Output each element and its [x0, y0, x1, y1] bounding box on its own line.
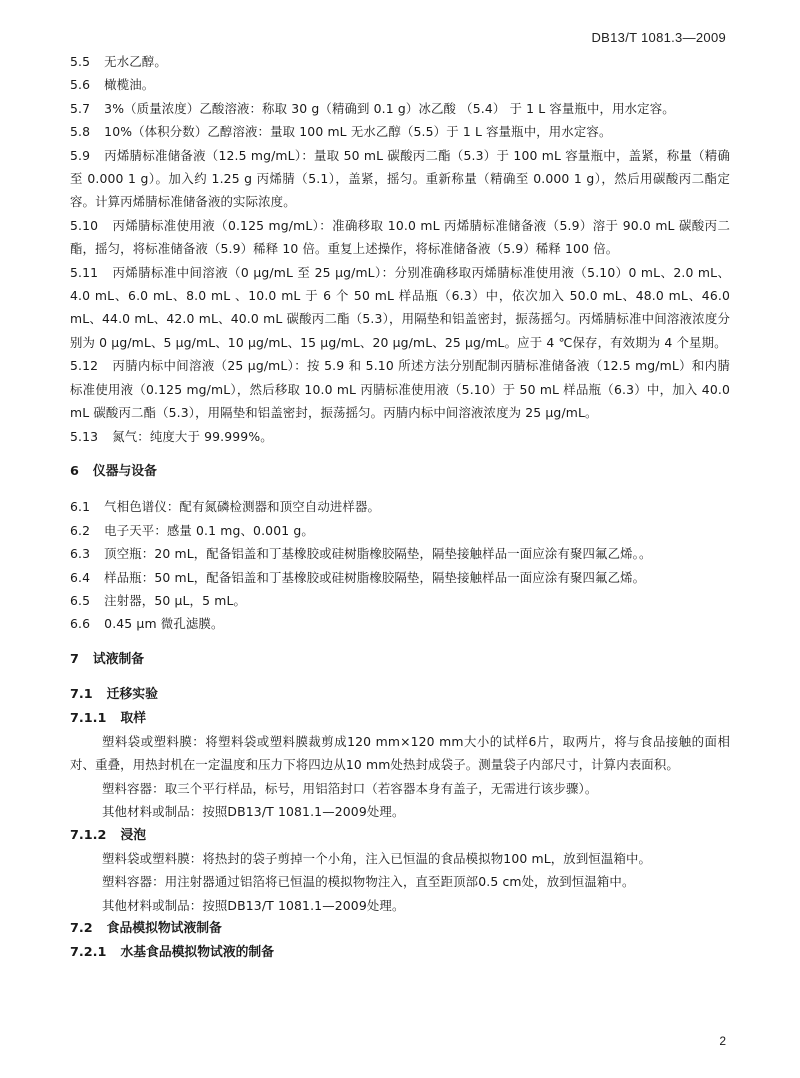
document-header: DB13/T 1081.3—2009: [591, 30, 726, 45]
section-6-heading: 6 仪器与设备: [70, 463, 157, 479]
item-5-13: 5.13 氮气：纯度大于 99.999%。: [70, 428, 273, 444]
item-5-10: 5.10 丙烯腈标准使用液（0.125 mg/mL）：准确移取 10.0 mL 丙烯腈标准储备液（5.9）溶于 90.0 mL 碳酸丙二酯，摇匀，将标准储备液（5.9）稀释 10 倍。重复上述操作，将标准储备液（5.9）稀释 100 倍。: [70, 217, 730, 257]
item-5-5: 5.5 无水乙醇。: [70, 54, 167, 69]
para-7-1-1-container: 塑料容器：取三个平行样品，标号，用铝箔封口（若容器本身有盖子，无需进行该步骤）。: [102, 780, 598, 796]
document-body: [70, 50, 730, 964]
section-7-1-2-heading: 7.1.2 浸泡: [70, 827, 147, 843]
para-7-1-1-bag: 塑料袋或塑料膜：将塑料袋或塑料膜裁剪成120 mm×120 mm大小的试样6片，取两片，将与食品接触的面相对、重叠，用热封机在一定温度和压力下将四边从10 mm处热封成袋子。测量袋子内部尺寸，计算内表面积。: [70, 733, 730, 773]
item-5-12: 5.12 丙腈内标中间溶液（25 μg/mL）：按 5.9 和 5.10 所述方法分别配制丙腈标准储备液（12.5 mg/mL）和内腈标准使用液（0.125 mg/mL），然后移取 10.0 mL 丙腈标准使用液（5.10）于 50 mL 样品瓶（6.3）中，加入 40.0 mL 碳酸丙二酯（5.3），用隔垫和铝盖密封，振荡摇匀。丙腈内标中间溶液浓度为 25 μg/mL。: [70, 358, 730, 421]
para-7-1-2-bag: 塑料袋或塑料膜：将热封的袋子剪掉一个小角，注入已恒温的食品模拟物100 mL，放到恒温箱中。: [102, 851, 652, 866]
item-5-7: 5.7 3%（质量浓度）乙酸溶液：称取 30 g（精确到 0.1 g）冰乙酸 （5.4） 于 1 L 容量瓶中，用水定容。: [70, 100, 675, 116]
item-6-2: 6.2 电子天平：感量 0.1 mg、0.001 g。: [70, 522, 314, 538]
section-7-2-1-heading: 7.2.1 水基食品模拟物试液的制备: [70, 944, 274, 960]
section-7-1-heading: 7.1 迁移实验: [70, 687, 158, 703]
item-6-4: 6.4 样品瓶：50 mL，配备铝盖和丁基橡胶或硅树脂橡胶隔垫，隔垫接触样品一面应涂有聚四氟乙烯。: [70, 569, 646, 585]
item-6-6: 6.6 0.45 μm 微孔滤膜。: [70, 616, 224, 632]
section-7-1-1-heading: 7.1.1 取样: [70, 710, 147, 726]
item-6-1: 6.1 气相色谱仪：配有氮磷检测器和顶空自动进样器。: [70, 499, 381, 515]
para-7-1-2-container: 塑料容器：用注射器通过铝箔将已恒温的模拟物物注入，直至距顶部0.5 cm处，放到恒温箱中。: [102, 874, 635, 890]
item-5-6: 5.6 橄榄油。: [70, 77, 155, 93]
section-7-2-heading: 7.2 食品模拟物试液制备: [70, 921, 222, 937]
item-5-8: 5.8 10%（体积分数）乙醇溶液：量取 100 mL 无水乙醇（5.5）于 1 L 容量瓶中，用水定容。: [70, 124, 612, 140]
item-6-5: 6.5 注射器，50 μL，5 mL。: [70, 592, 247, 608]
item-6-3: 6.3 顶空瓶：20 mL，配备铝盖和丁基橡胶或硅树脂橡胶隔垫，隔垫接触样品一面应涂有聚四氟乙烯。。: [70, 546, 652, 562]
para-7-1-1-other: 其他材料或制品：按照DB13/T 1081.1—2009处理。: [102, 804, 405, 820]
section-7-heading: 7 试液制备: [70, 651, 145, 667]
item-5-9: 5.9 丙烯腈标准储备液（12.5 mg/mL）：量取 50 mL 碳酸丙二酯（5.3）于 100 mL 容量瓶中，盖紧，称量（精确至 0.000 1 g）。加入约 1.25 g 丙烯腈（5.1），盖紧，摇匀。重新称量（精确至 0.000 1 g），然后用碳酸丙二酯定容。计算丙烯腈标准储备液的实际浓度。: [70, 147, 730, 210]
para-7-1-2-other: 其他材料或制品：按照DB13/T 1081.1—2009处理。: [102, 897, 405, 913]
page-number: 2: [719, 1034, 726, 1048]
item-5-11: 5.11 丙烯腈标准中间溶液（0 μg/mL 至 25 μg/mL）：分别准确移取丙烯腈标准使用液（5.10）0 mL、2.0 mL、4.0 mL、6.0 mL、8.0 mL 、10.0 mL 于 6 个 50 mL 样品瓶（6.3）中，依次加入 50.0 mL、48.0 mL、46.0 mL、44.0 mL、42.0 mL、40.0 mL 碳酸丙二酯（5.3），用隔垫和铝盖密封，振荡摇匀。丙烯腈标准中间溶液浓度分别为 0 μg/mL、5 μg/mL、10 μg/mL、15 μg/mL、20 μg/mL、25 μg/mL。应于 4 ℃保存，有效期为 4 个星期。: [70, 264, 730, 350]
